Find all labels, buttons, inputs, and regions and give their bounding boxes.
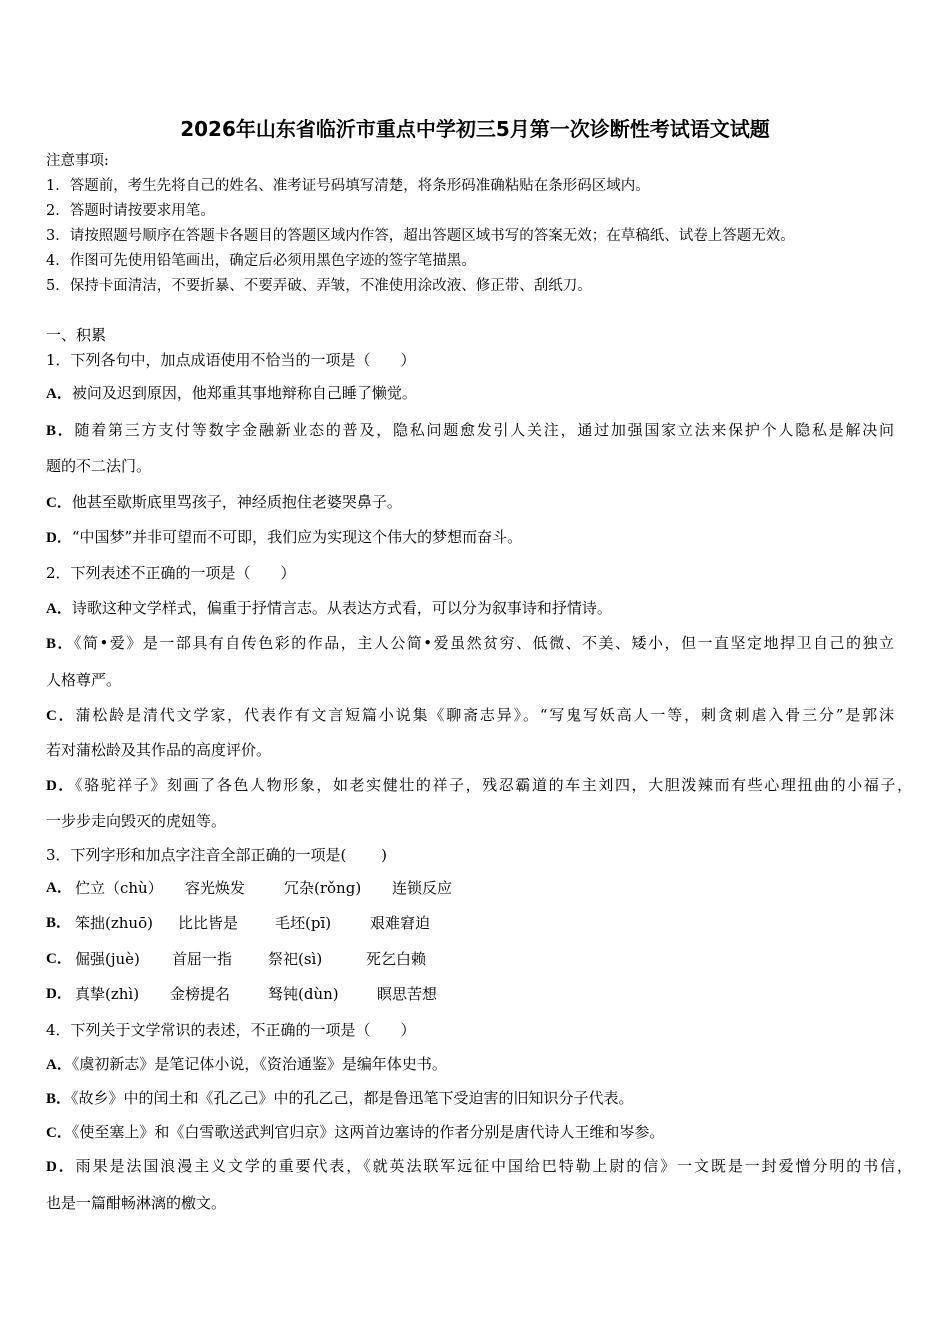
option-label: B． [46,1091,72,1107]
option-text: 诗歌这种文学样式，偏重于抒情言志。从表达方式看，可以分为叙事诗和抒情诗。 [71,599,612,617]
option-text: 雨果是法国浪漫主义文学的重要代表，《就英法联军远征中国给巴特勒上尉的信》一文既是一封爱憎分明的书信， [75,1157,912,1175]
option-item: 容光焕发 [185,879,246,897]
option-item: 比比皆是 [178,914,239,932]
option-c-cont: 若对蒲松龄及其作品的高度评价。 [46,741,272,759]
option-label: A． [46,386,72,402]
option-text: 《虞初新志》是笔记体小说，《资治通鉴》是编年体史书。 [71,1055,447,1073]
option-item: 倔强(juè) [75,950,140,968]
option-d-cont: 一步步走向毁灭的虎妞等。 [46,812,227,830]
note-item: 4．作图可先使用铅笔画出，确定后必须用黑色字迹的签字笔描黑。 [46,253,476,269]
option-d-cont: 也是一篇酣畅淋漓的檄文。 [46,1194,227,1212]
option-item: 首屈一指 [172,950,233,968]
option-label: A． [46,601,72,617]
option-c [46,705,894,726]
question-stem: 2．下列表述不正确的一项是（ ） [46,564,296,582]
section-heading: 一、积累 [46,326,107,344]
option-label: D． [46,778,76,794]
option-label: D． [46,986,72,1002]
option-item: 金榜提名 [170,985,231,1003]
option-text: 他甚至歇斯底里骂孩子，神经质抱住老婆哭鼻子。 [71,493,402,511]
option-item: 毛坯(pī) [275,914,332,932]
option-item: 祭祀(sì) [268,950,323,968]
option-item: 真挚(zhì) [75,985,140,1003]
option-item: 瞑思苦想 [377,985,438,1003]
page-title: 2026年山东省临沂市重点中学初三5月第一次诊断性考试语文试题 [180,117,770,141]
option-item: 冗杂(rǒng) [284,879,362,897]
option-b [46,420,894,441]
note-item: 1．答题前，考生先将自己的姓名、准考证号码填写清楚，将条形码准确粘贴在条形码区域内。 [46,178,650,194]
option-b-cont: 题的不二法门。 [46,457,152,475]
option-item: 艰难窘迫 [370,914,431,932]
option-b [46,1088,634,1109]
option-label: B． [46,915,72,931]
option-label: B． [46,423,75,439]
option-label: C． [46,495,72,511]
option-label: C． [46,951,72,967]
option-text: 《骆驼祥子》刻画了各色人物形象，如老实健壮的祥子，残忍霸道的车主刘四，大胆泼辣而有些心理扭曲的小福子， [75,776,912,794]
option-c [46,492,402,513]
option-label: B． [46,636,74,652]
note-item: 2．答题时请按要求用笔。 [46,203,215,219]
option-b-cont: 人格尊严。 [46,671,122,689]
option-a [46,383,417,404]
option-item: 连锁反应 [392,879,453,897]
question-stem: 1．下列各句中，加点成语使用不恰当的一项是（ ） [46,351,416,369]
option-b [46,633,894,654]
option-a [46,598,612,619]
option-c [46,1122,664,1143]
option-label: C． [46,1125,72,1141]
question-stem: 4．下列关于文学常识的表述，不正确的一项是（ ） [46,1021,416,1039]
option-d [46,775,912,796]
option-text: 被问及迟到原因，他郑重其事地辩称自己睡了懒觉。 [71,384,417,402]
option-item: 笨拙(zhuō) [75,914,153,932]
question-stem: 3．下列字形和加点字注音全部正确的一项是( ) [46,846,388,864]
option-item: 驽钝(dùn) [268,985,339,1003]
option-item: 死乞白赖 [366,950,427,968]
option-a [46,1054,447,1075]
option-d [46,1156,912,1177]
option-label: A． [46,1057,72,1073]
option-text: 《简•爱》是一部具有自传色彩的作品，主人公简•爱虽然贫穷、低微、不美、矮小，但一直坚定地捍卫自己的独立 [74,634,894,652]
option-label: A． [46,880,72,896]
option-label: D． [46,530,72,546]
option-text: 《故乡》中的闰土和《孔乙己》中的孔乙己，都是鲁迅笔下受迫害的旧知识分子代表。 [71,1089,634,1107]
option-text: 蒲松龄是清代文学家，代表作有文言短篇小说集《聊斋志异》。“写鬼写妖高人一等，刺贪刺虐入骨三分”是郭沫 [75,706,894,724]
option-label: D． [46,1159,76,1175]
option-text: “中国梦”并非可望而不可即，我们应为实现这个伟大的梦想而奋斗。 [71,528,523,546]
option-text: 《使至塞上》和《白雪歌送武判官归京》这两首边塞诗的作者分别是唐代诗人王维和岑参。 [71,1123,665,1141]
option-text: 随着第三方支付等数字金融新业态的普及，隐私问题愈发引人关注，通过加强国家立法来保护个人隐私是解决问 [74,421,894,439]
option-label: C． [46,708,76,724]
note-item: 3．请按照题号顺序在答题卡各题目的答题区域内作答，超出答题区域书写的答案无效；在草稿纸、试卷上答题无效。 [46,228,795,244]
option-item: 伫立（chù） [75,879,163,897]
notes-heading: 注意事项: [46,153,109,169]
option-d [46,527,522,548]
note-item: 5．保持卡面清洁，不要折暴、不要弄破、弄皱，不准使用涂改液、修正带、刮纸刀。 [46,278,592,294]
